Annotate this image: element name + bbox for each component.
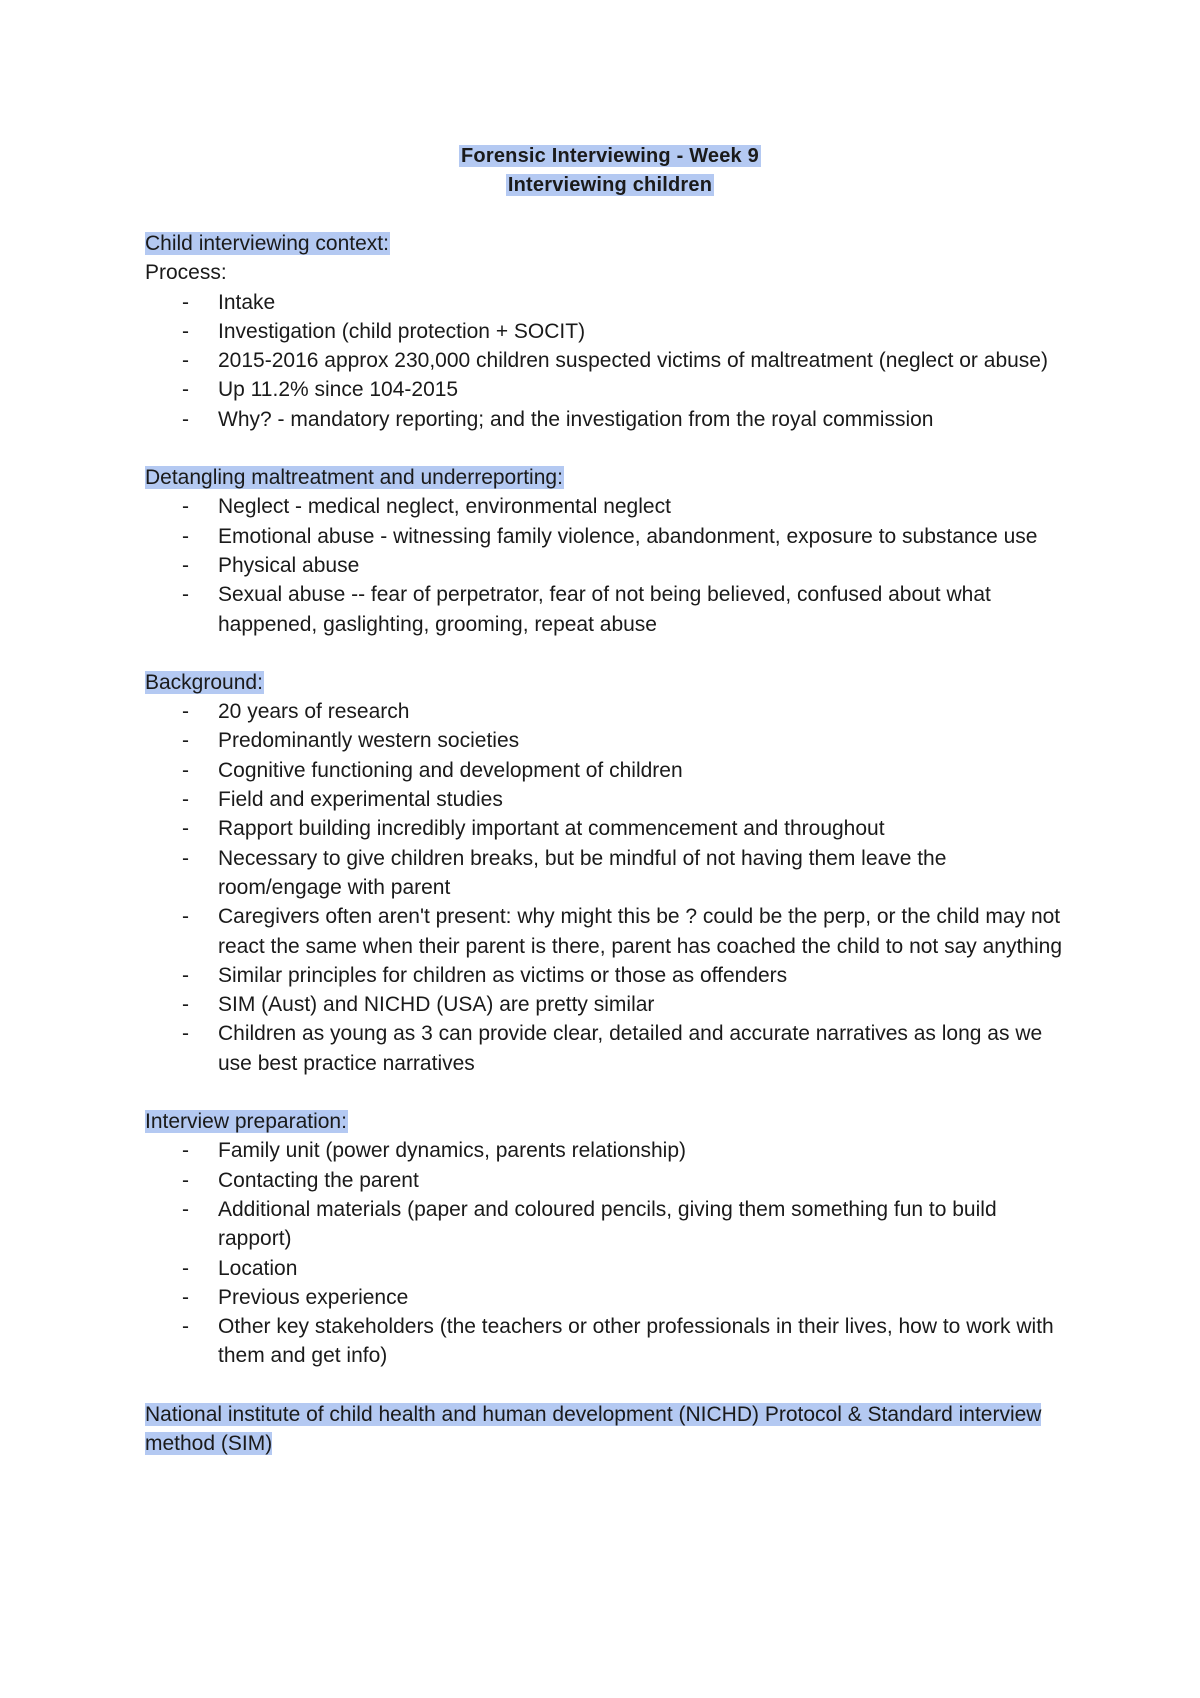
list-item-text: Physical abuse	[218, 553, 360, 577]
list-item	[145, 346, 1075, 375]
list-item-text: Rapport building incredibly important at commencement and throughout	[218, 817, 885, 841]
section-heading	[145, 1107, 1075, 1136]
dash-bullet: -	[182, 495, 189, 519]
dash-bullet: -	[182, 1256, 189, 1280]
list-item	[145, 317, 1075, 346]
list-item-text: SIM (Aust) and NICHD (USA) are pretty similar	[218, 993, 655, 1017]
list-item-text: Family unit (power dynamics, parents relationship)	[218, 1139, 687, 1163]
list-item-text: Predominantly western societies	[218, 729, 520, 753]
section	[145, 229, 1075, 434]
dash-bullet: -	[182, 524, 189, 548]
list-item	[145, 522, 1075, 551]
dash-bullet: -	[182, 758, 189, 782]
list-item	[145, 1166, 1075, 1195]
list-item	[145, 1254, 1075, 1283]
section	[145, 668, 1075, 1078]
dash-bullet: -	[182, 1168, 189, 1192]
list-item	[145, 580, 1075, 639]
list-item	[145, 844, 1075, 903]
dash-bullet: -	[182, 729, 189, 753]
dash-bullet: -	[182, 817, 189, 841]
final-heading-text: National institute of child health and human development (NICHD) Protocol & Standard interview method (SIM)	[145, 1402, 1042, 1455]
list-item-text: Necessary to give children breaks, but be mindful of not having them leave the room/engage with parent	[218, 846, 947, 899]
section-heading-text: Background:	[145, 670, 263, 694]
list-item	[145, 1312, 1075, 1371]
section-heading	[145, 229, 1075, 258]
dash-bullet: -	[182, 553, 189, 577]
list-item	[145, 726, 1075, 755]
list-item	[145, 961, 1075, 990]
section-heading-text: Child interviewing context:	[145, 232, 389, 255]
list-item	[145, 990, 1075, 1019]
dash-bullet: -	[182, 700, 189, 724]
list-item	[145, 288, 1075, 317]
title-line-1: Forensic Interviewing - Week 9	[461, 145, 759, 167]
list-item-text: Emotional abuse - witnessing family violence, abandonment, exposure to substance use	[218, 524, 1038, 548]
list-item-text: Previous experience	[218, 1285, 409, 1309]
list-item-text: Similar principles for children as victims or those as offenders	[218, 963, 788, 987]
list-item	[145, 814, 1075, 843]
list-item	[145, 756, 1075, 785]
dash-bullet: -	[182, 846, 189, 870]
section	[145, 1107, 1075, 1371]
list-item-text: Contacting the parent	[218, 1168, 419, 1192]
section-heading-text: Detangling maltreatment and underreporting:	[145, 466, 563, 490]
dash-bullet: -	[182, 407, 189, 431]
list-item-text: Up 11.2% since 104-2015	[218, 378, 459, 402]
list-item-text: Investigation (child protection + SOCIT)	[218, 319, 586, 343]
dash-bullet: -	[182, 963, 189, 987]
list-item-text: 2015-2016 approx 230,000 children suspected victims of maltreatment (neglect or abuse)	[218, 349, 1048, 373]
list-item	[145, 1283, 1075, 1312]
list-item	[145, 785, 1075, 814]
section-heading-text: Interview preparation:	[145, 1110, 347, 1134]
dash-bullet: -	[182, 1285, 189, 1309]
list-item	[145, 1019, 1075, 1078]
list-item	[145, 697, 1075, 726]
list-item-text: Cognitive functioning and development of children	[218, 758, 683, 782]
list-item-text: Sexual abuse -- fear of perpetrator, fear of not being believed, confused about what happened, gaslighting, grooming, repeat abuse	[218, 583, 991, 636]
document-title	[145, 142, 1075, 200]
list-item	[145, 1136, 1075, 1165]
dash-bullet: -	[182, 349, 189, 373]
section	[145, 463, 1075, 639]
dash-bullet: -	[182, 290, 189, 314]
list-item	[145, 551, 1075, 580]
title-line-2: Interviewing children	[507, 174, 713, 196]
dash-bullet: -	[182, 319, 189, 343]
list-item-text: Neglect - medical neglect, environmental neglect	[218, 495, 671, 519]
list-item-text: Additional materials (paper and coloured pencils, giving them something fun to build rapport)	[218, 1197, 997, 1251]
dash-bullet: -	[182, 1139, 189, 1163]
dash-bullet: -	[182, 1315, 189, 1339]
bullet-list	[145, 697, 1075, 1078]
list-item-text: 20 years of research	[218, 700, 410, 724]
dash-bullet: -	[182, 378, 189, 402]
dash-bullet: -	[182, 993, 189, 1017]
list-item	[145, 405, 1075, 434]
list-item	[145, 492, 1075, 521]
dash-bullet: -	[182, 583, 189, 607]
dash-bullet: -	[182, 1197, 189, 1221]
bullet-list	[145, 492, 1075, 638]
list-item	[145, 902, 1075, 961]
list-item-text: Location	[218, 1256, 298, 1280]
list-item-text: Field and experimental studies	[218, 788, 503, 812]
list-item-text: Intake	[218, 290, 276, 314]
sections-container	[145, 229, 1075, 1371]
list-item-text: Caregivers often aren't present: why might this be ? could be the perp, or the child may not react the same when their parent is there, parent has coached the child to not say anything	[218, 905, 1063, 958]
list-item-text: Children as young as 3 can provide clear, detailed and accurate narratives as long as we use best practice narratives	[218, 1022, 1043, 1075]
list-item-text: Why? - mandatory reporting; and the investigation from the royal commission	[218, 407, 934, 431]
final-section-heading	[145, 1400, 1075, 1459]
bullet-list	[145, 288, 1075, 434]
list-item-text: Other key stakeholders (the teachers or other professionals in their lives, how to work with them and get info)	[218, 1315, 1054, 1368]
bullet-list	[145, 1136, 1075, 1370]
document-page	[145, 142, 1075, 1458]
section-intro: Process:	[145, 261, 227, 285]
section-heading	[145, 463, 1075, 492]
list-item	[145, 1195, 1075, 1254]
list-item	[145, 375, 1075, 404]
section-heading	[145, 668, 1075, 697]
dash-bullet: -	[182, 1022, 189, 1046]
dash-bullet: -	[182, 788, 189, 812]
dash-bullet: -	[182, 905, 189, 929]
